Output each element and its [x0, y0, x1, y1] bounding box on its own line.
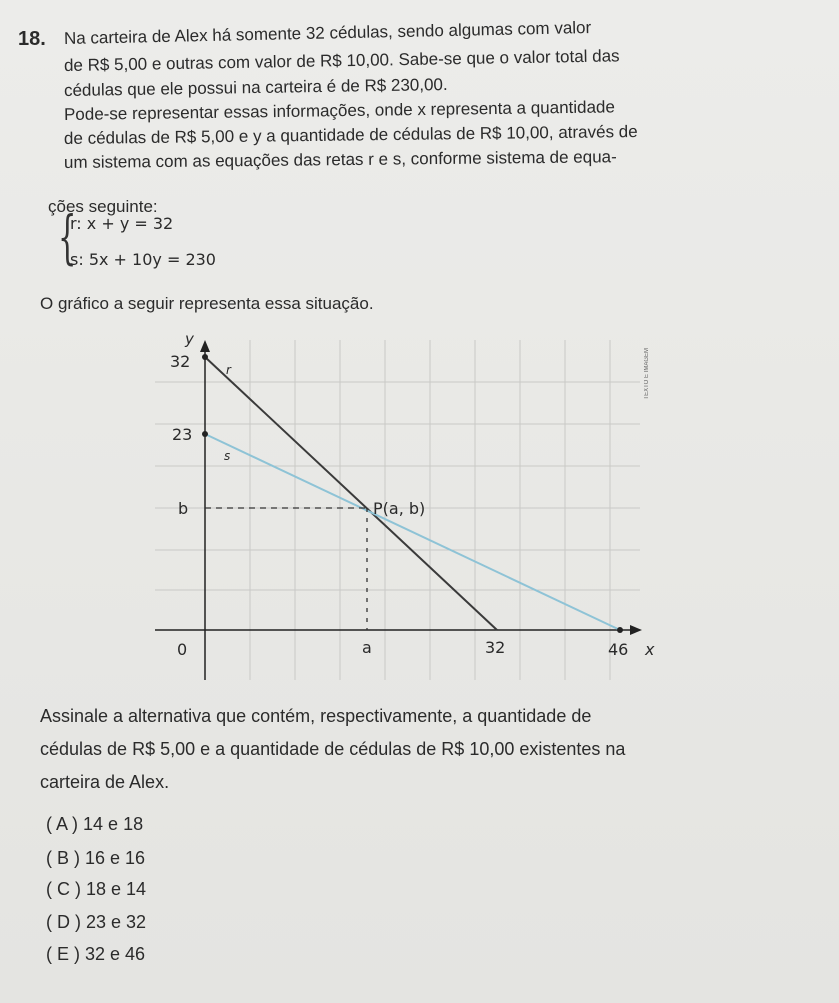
question-number: 18.: [18, 28, 46, 50]
statement-line: de R$ 5,00 e outras com valor de R$ 10,00. Sabe-se que o valor total das: [63, 46, 620, 75]
y-tick-label: b: [178, 499, 189, 518]
question-line: cédulas de R$ 5,00 e a quantidade de cédulas de R$ 10,00 existentes na: [40, 739, 626, 759]
x-tick-label: 32: [485, 638, 506, 657]
point-s-x-intercept: [617, 627, 623, 633]
point-r-intercept: [202, 354, 208, 360]
option-c[interactable]: [46, 879, 146, 900]
statement-line: de cédulas de R$ 5,00 e y a quantidade de cédulas de R$ 10,00, através de: [63, 121, 638, 148]
statement-line: Pode-se representar essas informações, onde x representa a quantidade: [63, 97, 616, 124]
brace-icon: {: [58, 203, 77, 271]
y-axis-arrow-icon: [200, 340, 210, 352]
equation-s: s: 5x + 10y = 230: [70, 250, 216, 269]
option-text: 18 e 14: [86, 879, 147, 899]
option-a[interactable]: [46, 814, 143, 835]
option-b[interactable]: [46, 848, 145, 869]
option-letter: ( D ): [46, 912, 81, 932]
series-label-r: r: [226, 363, 231, 377]
x-tick-label: 46: [608, 640, 629, 659]
question-line: carteira de Alex.: [40, 772, 170, 792]
y-tick-label: 23: [172, 425, 193, 444]
x-axis-label: x: [645, 640, 655, 659]
point-s-intercept: [202, 431, 208, 437]
y-axis-label: y: [185, 330, 194, 348]
question-line: Assinale a alternativa que contém, respectivamente, a quantidade de: [40, 706, 592, 726]
graph-intro: O gráfico a seguir representa essa situação.: [40, 294, 374, 313]
equation-r: r: x + y = 32: [70, 214, 174, 233]
x-tick-label: a: [362, 638, 372, 657]
side-text: TEXTO E IMAGEM: [644, 348, 650, 400]
option-d[interactable]: [46, 912, 146, 933]
x-tick-label: 0: [177, 640, 188, 659]
line-s: [205, 434, 620, 630]
option-text: 23 e 32: [86, 912, 147, 932]
option-letter: ( A ): [46, 814, 79, 834]
option-text: 14 e 18: [83, 814, 144, 834]
option-text: 16 e 16: [85, 848, 146, 868]
statement-line: um sistema com as equações das retas r e s, conforme sistema de equa-: [63, 147, 617, 172]
statement-line: cédulas que ele possui na carteira é de R$ 230,00.: [63, 74, 448, 100]
option-letter: ( E ): [46, 944, 80, 964]
statement-line: ções seguinte:: [48, 197, 158, 216]
intersection-label: P(a, b): [373, 499, 426, 518]
y-tick-label: 32: [170, 352, 191, 371]
chart-lines: [202, 354, 623, 633]
chart-labels: [170, 330, 655, 659]
option-e[interactable]: [46, 944, 145, 965]
option-text: 32 e 46: [85, 944, 146, 964]
series-label-s: s: [224, 449, 231, 463]
statement-line: Na carteira de Alex há somente 32 cédulas, sendo algumas com valor: [63, 17, 592, 48]
x-axis-arrow-icon: [630, 625, 642, 635]
option-letter: ( B ): [46, 848, 80, 868]
line-r: [205, 357, 497, 630]
option-letter: ( C ): [46, 879, 81, 899]
